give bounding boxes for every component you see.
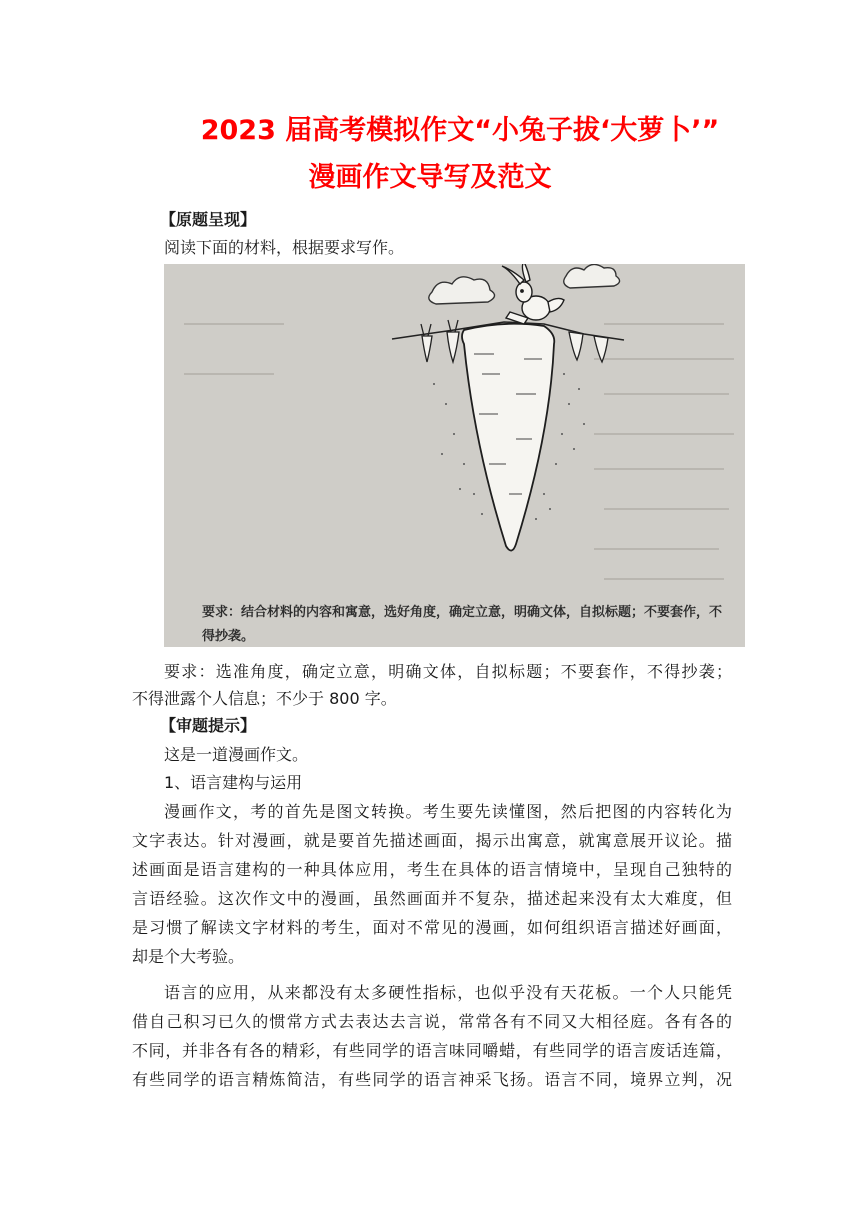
para2-line1: 语言的应用，从来都没有太多硬性指标，也似乎没有天花板。一个人只能凭 <box>164 983 732 1002</box>
para2-line4: 有些同学的语言精炼简洁，有些同学的语言神采飞扬。语言不同，境界立判，况 <box>132 1070 732 1089</box>
para1-line5: 是习惯了解读文字材料的考生，面对不常见的漫画，如何组织语言描述好画面， <box>132 918 732 937</box>
requirement-line2: 不得泄露个人信息；不少于 800 字。 <box>132 689 397 708</box>
section-heading-original: 【原题呈现】 <box>160 210 257 229</box>
para2-line3: 不同，并非各有各的精彩，有些同学的语言味同嚼蜡，有些同学的语言废话连篇， <box>132 1041 732 1060</box>
para1-line4: 言语经验。这次作文中的漫画，虽然画面并不复杂，描述起来没有太大难度，但 <box>132 889 732 908</box>
cartoon-image <box>164 264 745 647</box>
rabbit-carrot-cartoon <box>164 264 745 647</box>
document-title-line1: 2023 届高考模拟作文“小兔子拔‘大萝卜’” <box>200 115 720 146</box>
para2-line2: 借自己积习已久的惯常方式去表达去言说，常常各有不同又大相径庭。各有各的 <box>132 1012 732 1031</box>
figure-requirement-text: 要求：结合材料的内容和寓意，选好角度，确定立意，明确文体，自拟标题；不要套作，不得抄袭。 <box>202 605 723 644</box>
para1-line6: 却是个大考验。 <box>132 947 245 966</box>
intro-text: 阅读下面的材料，根据要求写作。 <box>164 238 405 257</box>
section-heading-hint: 【审题提示】 <box>160 716 257 735</box>
requirement-line1: 要求：选准角度，确定立意，明确文体，自拟标题；不要套作，不得抄袭； <box>164 662 732 681</box>
para1-line3: 述画面是语言建构的一种具体应用，考生在具体的语言情境中，呈现自己独特的 <box>132 860 732 879</box>
document-title-line2: 漫画作文导写及范文 <box>308 162 552 193</box>
para1-line2: 文字表达。针对漫画，就是要首先描述画面，揭示出寓意，就寓意展开议论。描 <box>132 831 732 850</box>
hint-lead: 这是一道漫画作文。 <box>164 745 309 764</box>
para1-line1: 漫画作文，考的首先是图文转换。考生要先读懂图，然后把图的内容转化为 <box>164 802 732 821</box>
point1-heading: 1、语言建构与运用 <box>164 773 303 792</box>
